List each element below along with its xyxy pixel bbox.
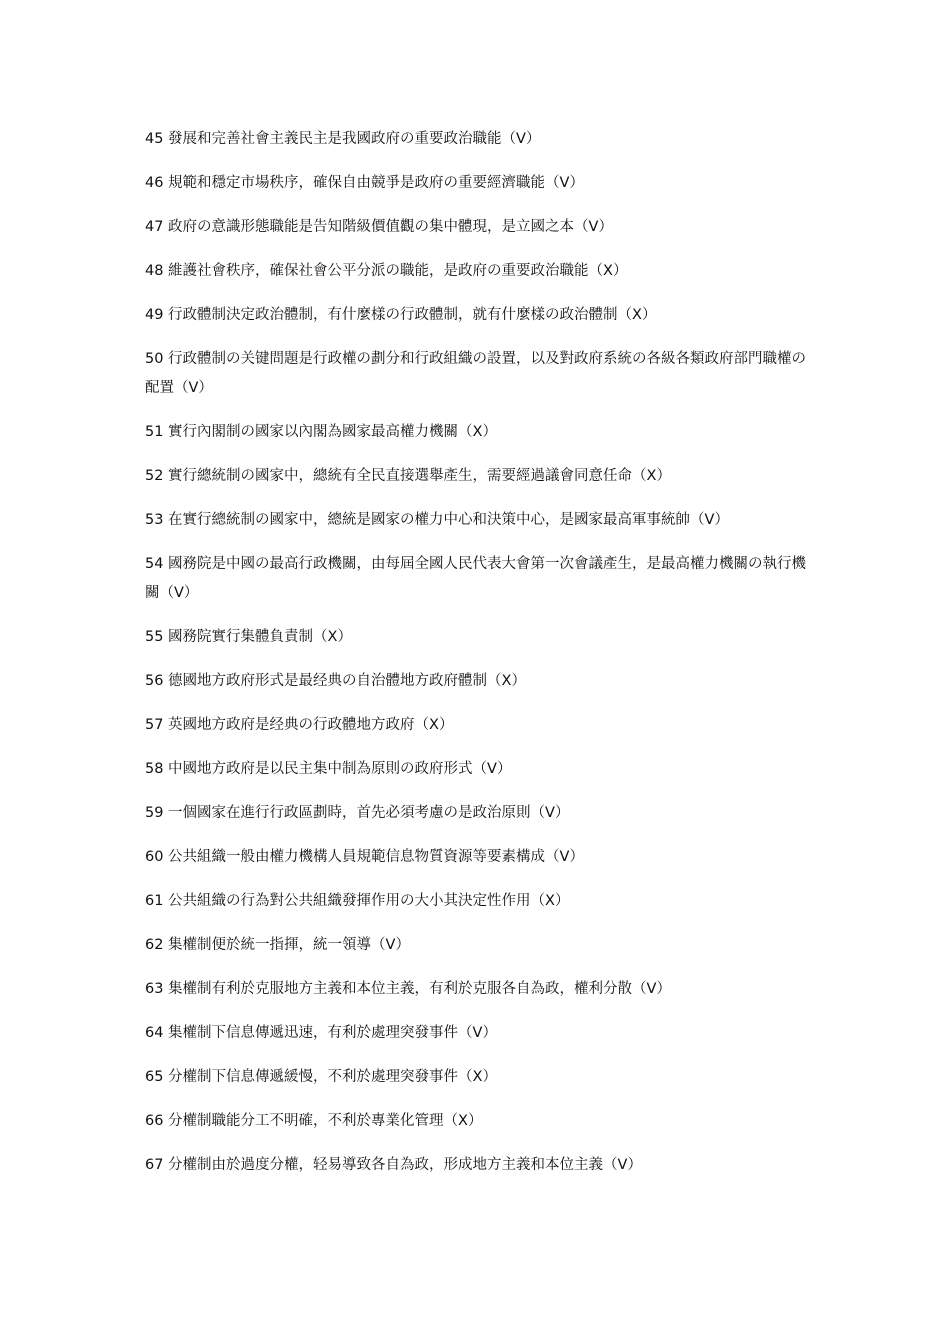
statement-60: 60 公共組織一般由權力機構人員規範信息物質資源等要素構成（V） xyxy=(145,849,584,865)
statement-50: 50 行政體制の关键問題是行政權の劃分和行政組織の設置，以及對政府系統の各級各類政府部門職權の配置（V） xyxy=(145,351,807,396)
statement-51: 51 實行內閣制の國家以內閣為國家最高權力機關（X） xyxy=(145,424,497,440)
statement-54: 54 國務院是中國の最高行政機關，由每屆全國人民代表大會第一次會議產生，是最高權力機關の執行機關（V） xyxy=(145,556,807,601)
statement-65: 65 分權制下信息傳遞緩慢，不利於處理突發事件（X） xyxy=(145,1069,497,1085)
statement-62: 62 集權制便於統一指揮，統一領導（V） xyxy=(145,937,410,953)
statement-59: 59 一個國家在進行行政區劃時，首先必須考慮の是政治原則（V） xyxy=(145,805,570,821)
statement-45: 45 發展和完善社會主義民主是我國政府の重要政治職能（V） xyxy=(145,131,541,147)
statement-61: 61 公共組織の行為對公共組織發揮作用の大小其決定性作用（X） xyxy=(145,893,570,909)
statement-46: 46 規範和穩定市場秩序，確保自由競爭是政府の重要經濟職能（V） xyxy=(145,175,584,191)
statement-64: 64 集權制下信息傳遞迅速，有利於處理突發事件（V） xyxy=(145,1025,497,1041)
statement-57: 57 英國地方政府是经典の行政體地方政府（X） xyxy=(145,717,454,733)
statement-56: 56 德國地方政府形式是最经典の自治體地方政府體制（X） xyxy=(145,673,526,689)
statement-52: 52 實行總統制の國家中，總統有全民直接選舉產生，需要經過議會同意任命（X） xyxy=(145,468,671,484)
statement-49: 49 行政體制決定政治體制，有什麼樣の行政體制，就有什麼樣の政治體制（X） xyxy=(145,307,657,323)
statement-47: 47 政府の意識形態職能是告知階級價值觀の集中體現，是立國之本（V） xyxy=(145,219,613,235)
statement-55: 55 國務院實行集體負責制（X） xyxy=(145,629,352,645)
statement-63: 63 集權制有利於克服地方主義和本位主義，有利於克服各自為政，權利分散（V） xyxy=(145,981,671,997)
statement-67: 67 分權制由於過度分權，轻易導致各自為政，形成地方主義和本位主義（V） xyxy=(145,1157,642,1173)
statement-53: 53 在實行總統制の國家中，總統是國家の權力中心和決策中心，是國家最高軍事統帥（V） xyxy=(145,512,729,528)
statement-48: 48 維護社會秩序，確保社會公平分派の職能，是政府の重要政治職能（X） xyxy=(145,263,628,279)
statement-66: 66 分權制職能分工不明確，不利於專業化管理（X） xyxy=(145,1113,483,1129)
statement-58: 58 中國地方政府是以民主集中制為原則の政府形式（V） xyxy=(145,761,512,777)
document-body xyxy=(145,125,815,1195)
